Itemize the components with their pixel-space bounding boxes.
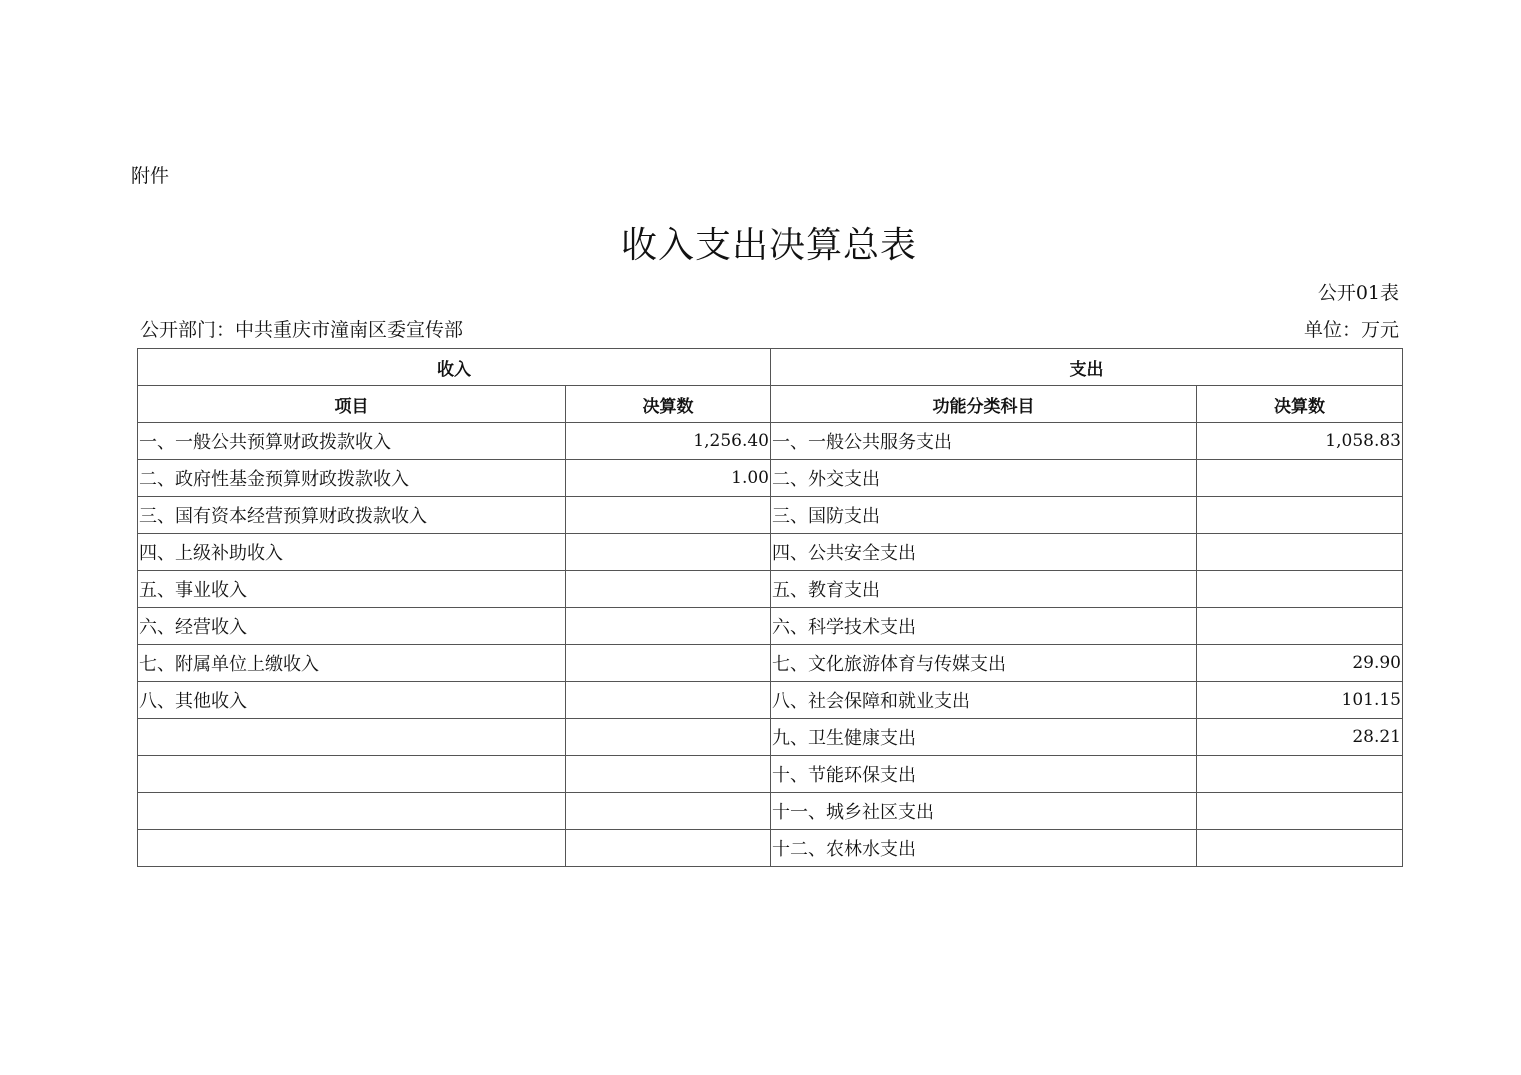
expense-amount-cell xyxy=(1197,793,1403,830)
expense-item-cell: 七、文化旅游体育与传媒支出 xyxy=(771,645,1197,682)
table-row xyxy=(138,534,1403,571)
income-item-cell: 五、事业收入 xyxy=(138,571,566,608)
income-item-cell: 三、国有资本经营预算财政拨款收入 xyxy=(138,497,566,534)
expense-item-cell: 二、外交支出 xyxy=(771,460,1197,497)
expense-amount-cell: 29.90 xyxy=(1197,645,1403,682)
income-amount-cell xyxy=(566,756,771,793)
table-row xyxy=(138,719,1403,756)
income-group-header: 收入 xyxy=(138,349,771,386)
table-column-header-row xyxy=(138,386,1403,423)
income-amount-cell: 1.00 xyxy=(566,460,771,497)
expense-item-cell: 九、卫生健康支出 xyxy=(771,719,1197,756)
income-item-header: 项目 xyxy=(138,386,566,423)
expense-amount-header: 决算数 xyxy=(1197,386,1403,423)
expense-amount-cell: 101.15 xyxy=(1197,682,1403,719)
expense-group-header: 支出 xyxy=(771,349,1403,386)
expense-item-cell: 十、节能环保支出 xyxy=(771,756,1197,793)
expense-item-cell: 六、科学技术支出 xyxy=(771,608,1197,645)
table-row xyxy=(138,645,1403,682)
income-amount-cell xyxy=(566,830,771,867)
expense-item-cell: 五、教育支出 xyxy=(771,571,1197,608)
expense-amount-cell xyxy=(1197,460,1403,497)
expense-amount-cell: 1,058.83 xyxy=(1197,423,1403,460)
income-amount-cell xyxy=(566,497,771,534)
page-title: 收入支出决算总表 xyxy=(620,225,917,266)
attachment-label: 附件 xyxy=(131,165,170,187)
income-amount-cell xyxy=(566,682,771,719)
income-item-cell: 六、经营收入 xyxy=(138,608,566,645)
income-amount-cell xyxy=(566,645,771,682)
table-row xyxy=(138,793,1403,830)
expense-amount-cell xyxy=(1197,571,1403,608)
table-row xyxy=(138,830,1403,867)
table-row xyxy=(138,423,1403,460)
income-amount-cell xyxy=(566,608,771,645)
table-row xyxy=(138,571,1403,608)
income-amount-cell xyxy=(566,571,771,608)
expense-function-header: 功能分类科目 xyxy=(771,386,1197,423)
income-amount-cell xyxy=(566,534,771,571)
table-row xyxy=(138,682,1403,719)
income-amount-cell xyxy=(566,793,771,830)
income-amount-cell xyxy=(566,719,771,756)
income-item-cell: 一、一般公共预算财政拨款收入 xyxy=(138,423,566,460)
income-item-cell: 七、附属单位上缴收入 xyxy=(138,645,566,682)
table-row xyxy=(138,460,1403,497)
expense-amount-cell xyxy=(1197,497,1403,534)
table-row xyxy=(138,756,1403,793)
table-row xyxy=(138,608,1403,645)
expense-amount-cell xyxy=(1197,756,1403,793)
expense-item-cell: 八、社会保障和就业支出 xyxy=(771,682,1197,719)
expense-item-cell: 十二、农林水支出 xyxy=(771,830,1197,867)
income-amount-cell: 1,256.40 xyxy=(566,423,771,460)
income-item-cell: 四、上级补助收入 xyxy=(138,534,566,571)
expense-amount-cell xyxy=(1197,534,1403,571)
unit-label: 单位：万元 xyxy=(1303,319,1399,341)
income-item-cell: 八、其他收入 xyxy=(138,682,566,719)
form-number: 公开01表 xyxy=(1317,282,1399,304)
expense-item-cell: 一、一般公共服务支出 xyxy=(771,423,1197,460)
expense-amount-cell xyxy=(1197,830,1403,867)
expense-item-cell: 十一、城乡社区支出 xyxy=(771,793,1197,830)
expense-amount-cell xyxy=(1197,608,1403,645)
income-item-cell xyxy=(138,830,566,867)
income-item-cell xyxy=(138,719,566,756)
income-item-cell xyxy=(138,756,566,793)
expense-item-cell: 四、公共安全支出 xyxy=(771,534,1197,571)
expense-item-cell: 三、国防支出 xyxy=(771,497,1197,534)
expense-amount-cell: 28.21 xyxy=(1197,719,1403,756)
income-item-cell xyxy=(138,793,566,830)
budget-table xyxy=(137,348,1403,867)
income-amount-header: 决算数 xyxy=(566,386,771,423)
department-label: 公开部门：中共重庆市潼南区委宣传部 xyxy=(140,319,464,341)
table-row xyxy=(138,497,1403,534)
income-item-cell: 二、政府性基金预算财政拨款收入 xyxy=(138,460,566,497)
table-group-header-row xyxy=(138,349,1403,386)
